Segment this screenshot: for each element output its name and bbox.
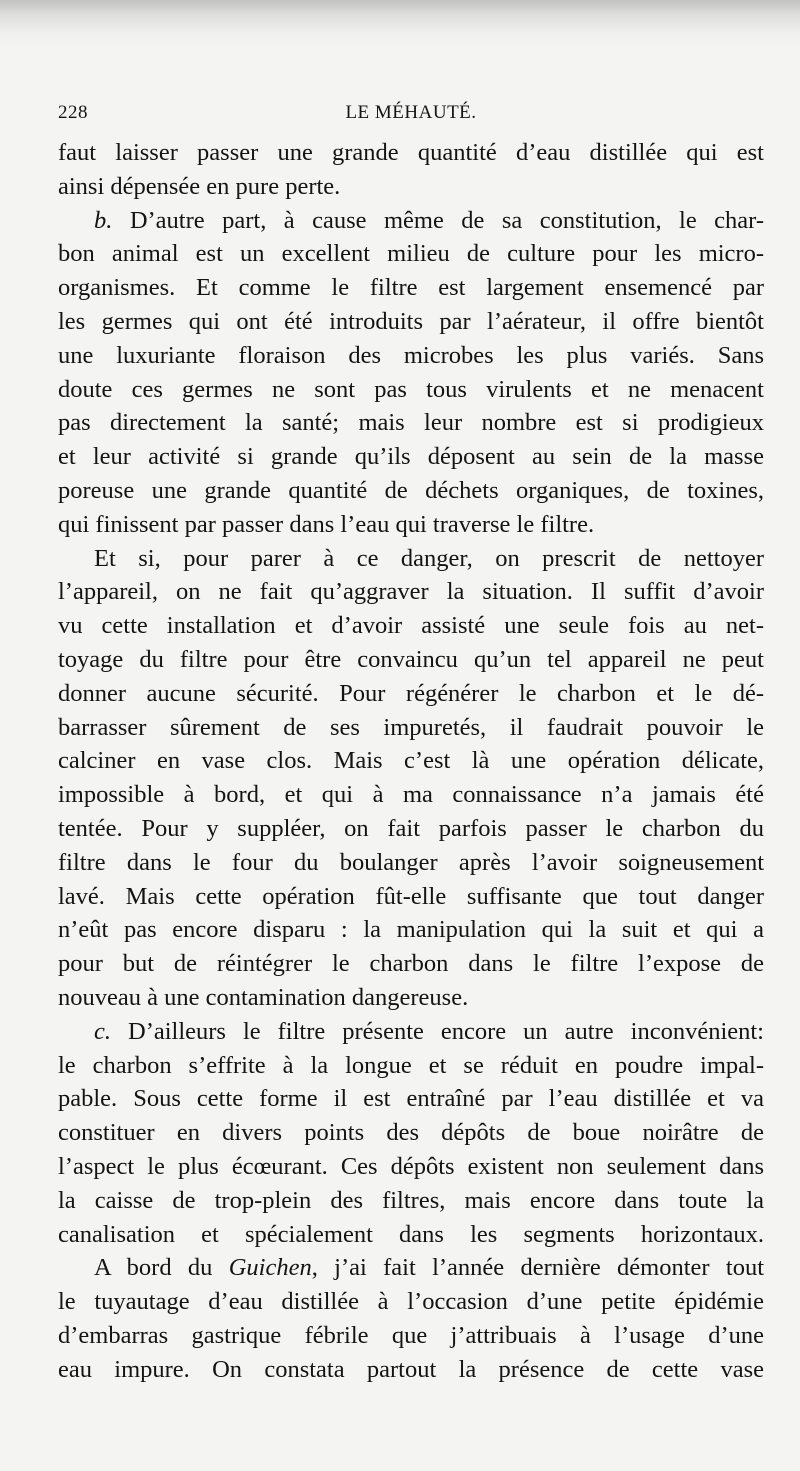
text-line: lavé. Mais cette opération fût-elle suffisante que tout danger xyxy=(58,882,764,910)
text-line: filtre dans le four du boulanger après l’avoir soigneusement xyxy=(58,848,764,876)
text-line: poreuse une grande quantité de déchets organiques, de toxines, xyxy=(58,476,764,504)
text-line: pable. Sous cette forme il est entraîné par l’eau distillée et va xyxy=(58,1085,764,1113)
text-line: ainsi dépensée en pure perte. xyxy=(58,172,341,200)
text-line: pour but de réintégrer le charbon dans le filtre l’expose de xyxy=(58,950,764,978)
text-line: tentée. Pour y suppléer, on fait parfois passer le charbon du xyxy=(58,814,764,842)
text-line: n’eût pas encore disparu : la manipulation qui la suit et qui a xyxy=(58,916,764,944)
text-line: pas directement la santé; mais leur nombre est si prodigieux xyxy=(58,409,764,437)
book-page xyxy=(58,96,764,1386)
text-line: barrasser sûrement de ses impuretés, il faudrait pouvoir le xyxy=(58,713,764,741)
text-line: c. D’ailleurs le filtre présente encore un autre inconvénient: xyxy=(94,1017,764,1045)
text-line: Et si, pour parer à ce danger, on prescrit de nettoyer xyxy=(94,544,764,572)
text-line: faut laisser passer une grande quantité d’eau distillée qui est xyxy=(58,139,764,166)
ship-name: Guichen xyxy=(228,1254,312,1282)
enumerator: b. xyxy=(94,206,113,234)
text-line: constituer en divers points des dépôts de boue noirâtre de xyxy=(58,1119,764,1147)
text-line: l’aspect le plus écœurant. Ces dépôts existent non seulement dans xyxy=(58,1152,764,1180)
text-line: le charbon s’effrite à la longue et se réduit en poudre impal- xyxy=(58,1051,764,1079)
body-text xyxy=(58,136,764,1386)
text-line: bon animal est un excellent milieu de culture pour les micro- xyxy=(58,240,764,268)
text-line: d’embarras gastrique fébrile que j’attribuais à l’usage d’une xyxy=(58,1321,764,1349)
text-line: l’appareil, on ne fait qu’aggraver la situation. Il suffit d’avoir xyxy=(58,578,764,606)
text-line: organismes. Et comme le filtre est largement ensemencé par xyxy=(58,274,764,302)
running-title: LE MÉHAUTÉ. xyxy=(345,102,477,123)
text-line: qui finissent par passer dans l’eau qui traverse le filtre. xyxy=(58,510,595,538)
text-line: calciner en vase clos. Mais c’est là une opération délicate, xyxy=(58,747,764,775)
text-line: doute ces germes ne sont pas tous virulents et ne menacent xyxy=(58,375,764,403)
text-line: A bord du Guichen, j’ai fait l’année dernière démonter tout xyxy=(94,1254,764,1282)
scan-top-edge xyxy=(0,0,800,50)
text-line: la caisse de trop-plein des filtres, mais encore dans toute la xyxy=(58,1186,764,1214)
text-line: vu cette installation et d’avoir assisté une seule fois au net- xyxy=(58,612,764,640)
enumerator: c. xyxy=(94,1017,111,1045)
text-line: une luxuriante floraison des microbes les plus variés. Sans xyxy=(58,341,764,369)
text-line: les germes qui ont été introduits par l’aérateur, il offre bientôt xyxy=(58,307,764,335)
text-line: impossible à bord, et qui à ma connaissance n’a jamais été xyxy=(58,781,764,809)
text-line: le tuyautage d’eau distillée à l’occasion d’une petite épidémie xyxy=(58,1288,764,1316)
text-line: eau impure. On constata partout la présence de cette vase xyxy=(58,1355,764,1383)
text-line: nouveau à une contamination dangereuse. xyxy=(58,983,469,1011)
text-line: et leur activité si grande qu’ils déposent au sein de la masse xyxy=(58,443,764,471)
text-line: donner aucune sécurité. Pour régénérer le charbon et le dé- xyxy=(58,679,764,707)
text-line: b. D’autre part, à cause même de sa constitution, le char- xyxy=(94,206,764,234)
running-head xyxy=(58,96,764,132)
page-number: 228 xyxy=(58,102,88,123)
text-line: canalisation et spécialement dans les segments horizontaux. xyxy=(58,1220,764,1248)
text-line: toyage du filtre pour être convaincu qu’un tel appareil ne peut xyxy=(58,645,764,673)
